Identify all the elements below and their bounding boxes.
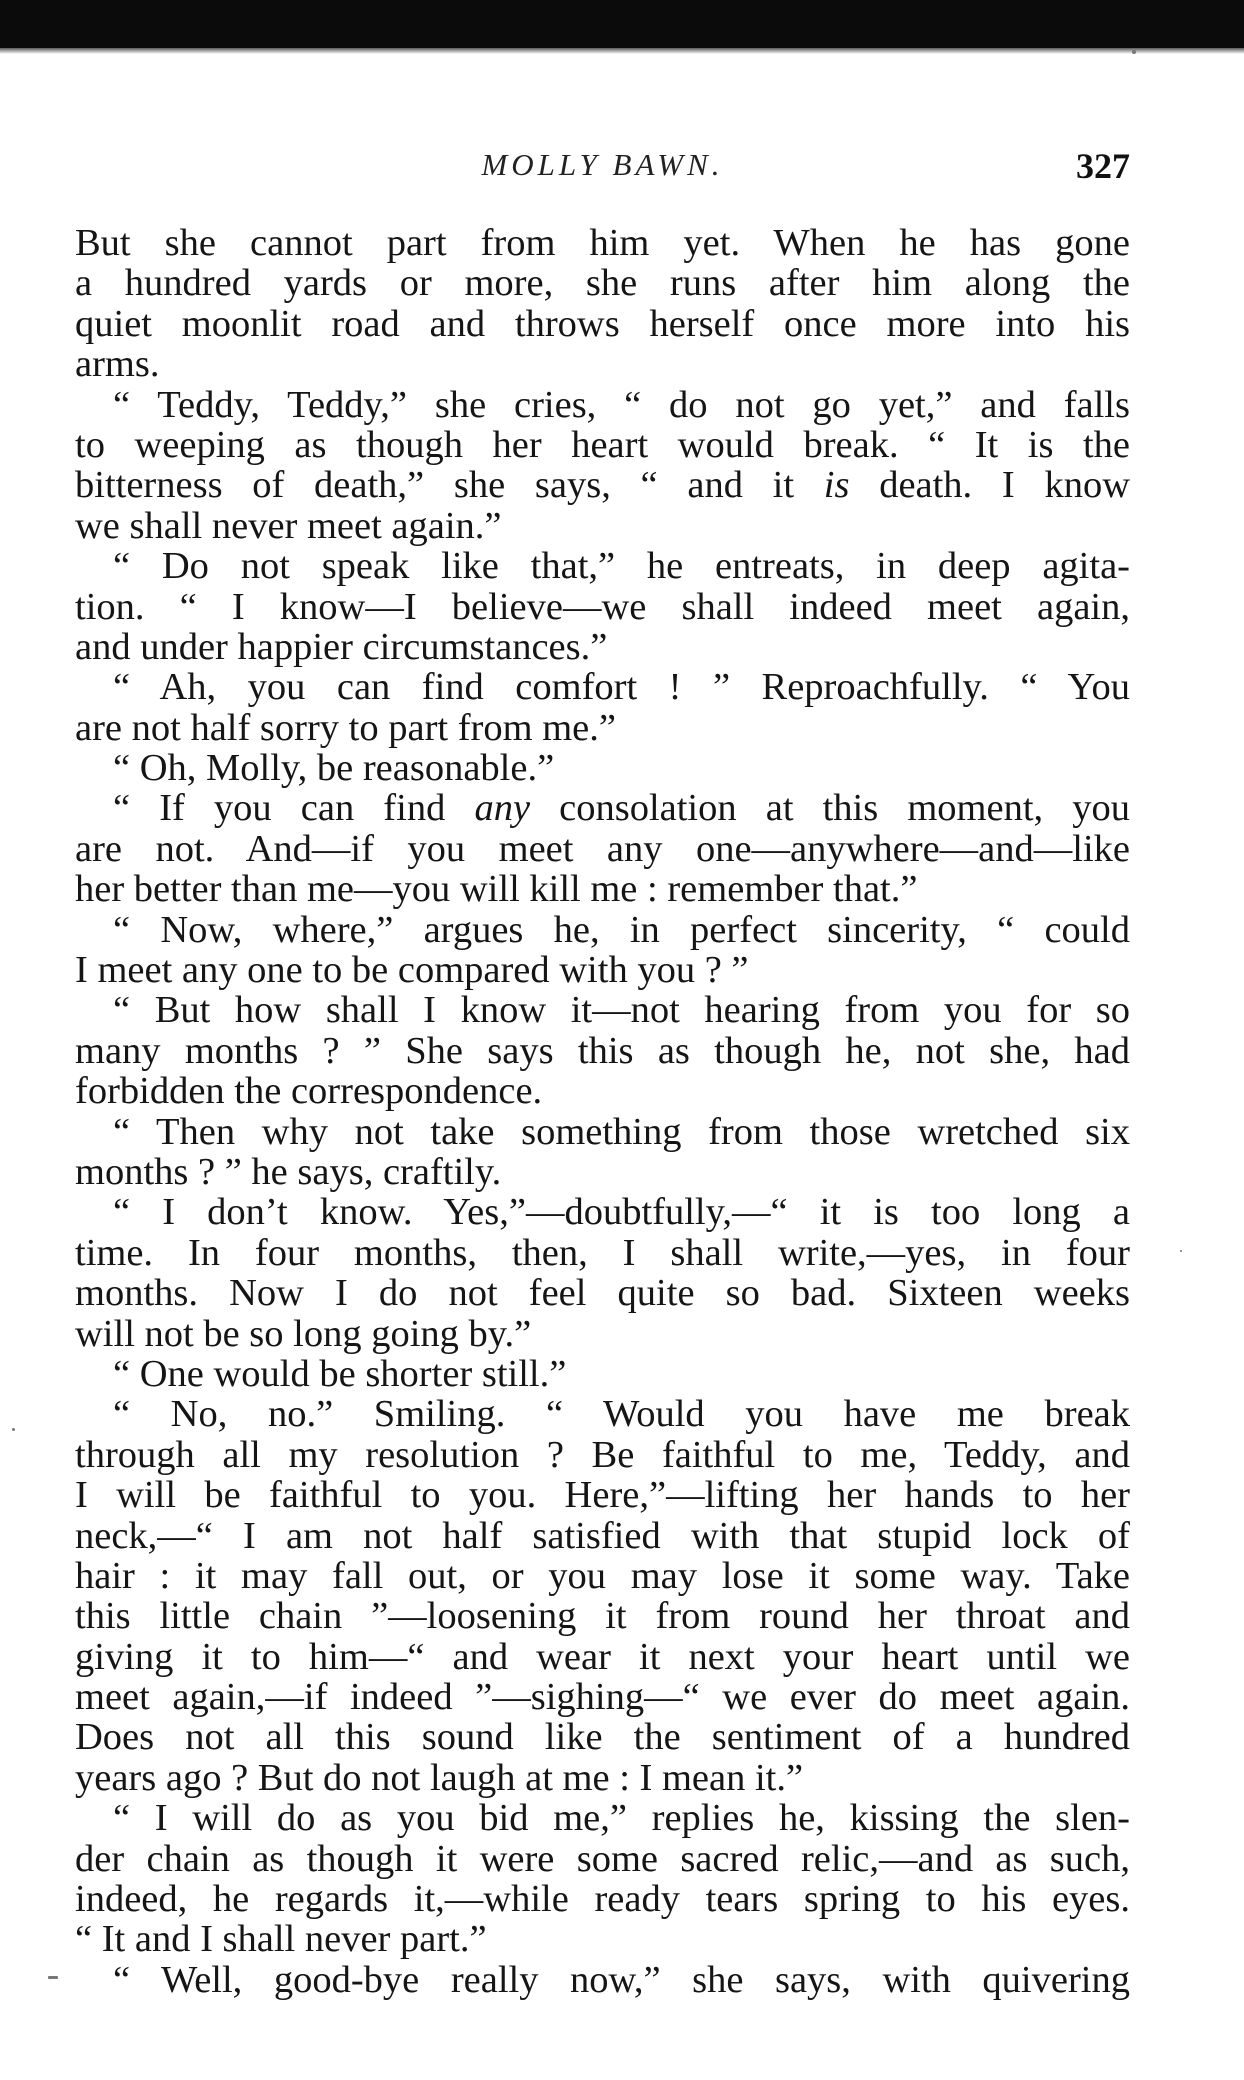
- text-line: “ Then why not take something from those wretched six: [113, 1111, 1130, 1152]
- text-line: “ Teddy, Teddy,” she cries, “ do not go yet,” and falls: [113, 384, 1130, 425]
- text-line: “ Now, where,” argues he, in perfect sincerity, “ could: [113, 909, 1130, 951]
- text-line: I meet any one to be compared with you ? ”: [75, 950, 749, 991]
- page-number: 327: [1076, 146, 1130, 186]
- text-line: [75, 465, 1130, 505]
- text-line: “ Do not speak like that,” he entreats, in deep agita-: [113, 546, 1130, 587]
- text-line: “ One would be shorter still.”: [113, 1353, 567, 1395]
- text-line: to weeping as though her heart would break. “ It is the: [75, 424, 1130, 466]
- scan-speck: [12, 1428, 15, 1431]
- scan-speck: [48, 1976, 58, 1979]
- text-line: der chain as though it were some sacred relic,—and as such,: [75, 1838, 1130, 1880]
- text-line: I will be faithful to you. Here,”—lifting her hands to her: [75, 1475, 1130, 1516]
- text-line: through all my resolution ? Be faithful to me, Teddy, and: [75, 1434, 1130, 1476]
- text-line: “ But how shall I know it—not hearing from you for so: [113, 990, 1130, 1031]
- text-line: will not be so long going by.”: [75, 1313, 532, 1354]
- text-line: hair : it may fall out, or you may lose it some way. Take: [75, 1555, 1130, 1597]
- scan-top-edge: [0, 0, 1244, 48]
- text-line: years ago ? But do not laugh at me : I mean it.”: [75, 1757, 804, 1799]
- text-line: her better than me—you will kill me : remember that.”: [75, 869, 918, 910]
- text-segment: consolation at this moment, you: [530, 788, 1130, 829]
- italic-emphasis: any: [474, 788, 531, 829]
- text-segment: bitterness of death,” she says, “ and it: [75, 465, 824, 506]
- text-line: months ? ” he says, craftily.: [75, 1151, 502, 1193]
- text-line: and under happier circumstances.”: [75, 626, 608, 668]
- text-line: we shall never meet again.”: [75, 505, 502, 547]
- text-line: are not half sorry to part from me.”: [75, 707, 616, 749]
- text-line: giving it to him—“ and wear it next your heart until we: [75, 1636, 1130, 1678]
- text-line: “ Well, good-bye really now,” she says, with quivering: [113, 1959, 1130, 2001]
- text-line: a hundred yards or more, she runs after him along the: [75, 263, 1130, 304]
- text-line: are not. And—if you meet any one—anywhere—and—like: [75, 828, 1130, 870]
- page-header: [75, 147, 1130, 199]
- running-title: MOLLY BAWN.: [481, 147, 724, 182]
- text-line: quiet moonlit road and throws herself once more into his: [75, 303, 1130, 345]
- text-line: this little chain ”—loosening it from round her throat and: [75, 1596, 1130, 1637]
- text-segment: death. I know: [849, 465, 1130, 506]
- text-line: meet again,—if indeed ”—sighing—“ we ever do meet again.: [75, 1677, 1130, 1718]
- text-line: months. Now I do not feel quite so bad. Sixteen weeks: [75, 1273, 1130, 1314]
- scan-speck: [1132, 50, 1136, 54]
- italic-emphasis: is: [823, 465, 850, 506]
- text-line: arms.: [75, 344, 160, 385]
- text-line: “ I will do as you bid me,” replies he, kissing the slen-: [113, 1798, 1130, 1839]
- text-line: “ Oh, Molly, be reasonable.”: [113, 748, 555, 789]
- text-line: neck,—“ I am not half satisfied with that stupid lock of: [75, 1515, 1130, 1556]
- text-line: tion. “ I know—I believe—we shall indeed meet again,: [75, 586, 1130, 627]
- text-line: [75, 788, 1130, 828]
- text-line: But she cannot part from him yet. When he has gone: [75, 223, 1130, 264]
- scan-top-edge-shadow: [0, 48, 1244, 54]
- text-line: time. In four months, then, I shall write,—yes, in four: [75, 1232, 1130, 1274]
- text-line: Does not all this sound like the sentiment of a hundred: [75, 1717, 1130, 1758]
- text-line: indeed, he regards it,—while ready tears spring to his eyes.: [75, 1879, 1130, 1920]
- text-line: many months ? ” She says this as though he, not she, had: [75, 1030, 1130, 1072]
- text-segment: “ If you can find: [113, 788, 475, 829]
- text-line: “ It and I shall never part.”: [75, 1919, 487, 1960]
- text-line: “ Ah, you can find comfort ! ” Reproachfully. “ You: [113, 667, 1130, 708]
- page-body: [75, 223, 1130, 2000]
- text-line: forbidden the correspondence.: [75, 1071, 543, 1112]
- text-line: “ I don’t know. Yes,”—doubtfully,—“ it is too long a: [113, 1192, 1130, 1233]
- text-line: “ No, no.” Smiling. “ Would you have me break: [113, 1394, 1130, 1435]
- scan-speck: [1180, 1250, 1182, 1252]
